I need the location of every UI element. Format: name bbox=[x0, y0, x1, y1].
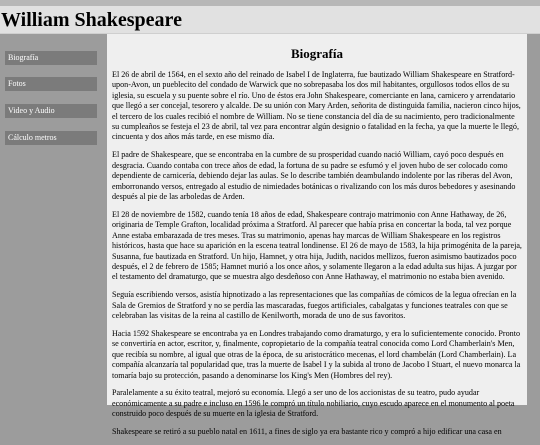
paragraph: El padre de Shakespeare, que se encontraba en la cumbre de su prosperidad cuando nació William, cayó poco después en desgracia. Cuando contaba con trece años de edad, la fortuna de su padre se esfumó y el joven hubo de ser colocado como dependiente de carnicería, debiendo dejar las aulas. Se lo describe también deambulando indolente por las riberas del Avon, emborronando versos, entregado al estudio de nimiedades botánicas o rivalizando con los más duros bebedores y asesinando después al pie de las arboledas de Arden. bbox=[112, 150, 516, 201]
nav-item-fotos[interactable]: Fotos bbox=[5, 77, 97, 91]
main-content bbox=[107, 34, 527, 437]
biography-text bbox=[112, 70, 522, 445]
nav-item-biografia[interactable]: Biografía bbox=[5, 51, 97, 65]
nav-item-calculo-metros[interactable]: Cálculo metros bbox=[5, 131, 97, 145]
paragraph: Paralelamente a su éxito teatral, mejoró su economía. Llegó a ser uno de los accionistas de su teatro, pudo ayudar económicamente a su padre e incluso en 1596 le compró un título nobiliario, cuyo escudo aparece en el monumento al poeta construido poco después de su muerte en la iglesia de Stratford. bbox=[112, 388, 515, 419]
paragraph: El 26 de abril de 1564, en el sexto año del reinado de Isabel I de Inglaterra, fue bautizado William Shakespeare en Stratford-upon-Avon, un pueblecito del condado de Warwick que no sobrepasaba los dos mil habitantes, orgullosos todos ellos de su iglesia, su escuela y su puente sobre el río. Uno de éstos era John Shakespeare, comerciante en lana, carnicero y arrendatario que llegó a ser concejal, tesorero y alcalde. De su unión con Mary Arden, señorita de distinguida familia, nacieron cinco hijos, el tercero de los cuales recibió el nombre de William. No se tiene constancia del día de su nacimiento, pero tradicionalmente su cumpleaños se festeja el 23 de abril, tal vez para encontrar algún designio o fatalidad en la fecha, ya que la muerte le llegó, cincuenta y dos años más tarde, en ese mismo día. bbox=[112, 70, 521, 142]
sidebar-nav bbox=[0, 34, 107, 405]
paragraph: Hacia 1592 Shakespeare se encontraba ya en Londres trabajando como dramaturgo, y era lo suficientemente conocido. Pronto se convertiría en actor, escritor, y, finalmente, copropietario de la compañía teatral conocida como Lord Chamberlain's Men, que recibía su nombre, al igual que otras de la época, de su aristocrático mecenas, el lord chambelán (Lord Chamberlain). La compañía alcanzaría tal popularidad que, tras la muerte de Isabel I y la subida al trono de Jacobo I Stuart, el nuevo monarca la tomaría bajo su protección, pasando a denominarse los King's Men (Hombres del rey). bbox=[112, 328, 521, 380]
nav-item-video-audio[interactable]: Video y Audio bbox=[5, 104, 97, 118]
paragraph: El 28 de noviembre de 1582, cuando tenía 18 años de edad, Shakespeare contrajo matrimonio con Anne Hathaway, de 26, originaria de Temple Grafton, localidad próxima a Stratford. Al parecer que había prisa en concertar la boda, tal vez porque Anne estaba embarazada de tres meses. Tras su matrimonio, apenas hay marcas de William Shakespeare en los registros históricos, hasta que hace su aparición en la escena teatral londinense. El 26 de mayo de 1583, la hija primogénita de la pareja, Susanna, fue bautizada en Stratford. Un hijo, Hamnet, y otra hija, Judith, nacidos mellizos, fueron asimismo bautizados poco después, el 2 de febrero de 1585; Hamnet murió a los once años, y solamente llegaron a la edad adulta sus hijas. A juzgar por el testamento del dramaturgo, que se muestra algo desdeñoso con Anne Hathaway, el matrimonio no estaba bien avenido. bbox=[112, 209, 522, 282]
paragraph: Seguía escribiendo versos, asistía hipnotizado a las representaciones que las compañías de cómicos de la legua ofrecían en la Sala de Gremios de Stratford y no se perdía las mascaradas, fuegos artificiales, cabalgatas y funciones teatrales con que se celebraban las visitas de la reina al castillo de Kenilworth, morada de uno de sus favoritos. bbox=[112, 290, 517, 321]
paragraph: Shakespeare se retiró a su pueblo natal en 1611, a fines de siglo ya era bastante rico y compró a hijo edificar una casa en bbox=[112, 427, 502, 437]
right-gutter bbox=[527, 34, 540, 405]
site-header bbox=[0, 6, 540, 34]
page-title: Biografía bbox=[291, 46, 343, 61]
site-title: William Shakespeare bbox=[1, 9, 182, 31]
